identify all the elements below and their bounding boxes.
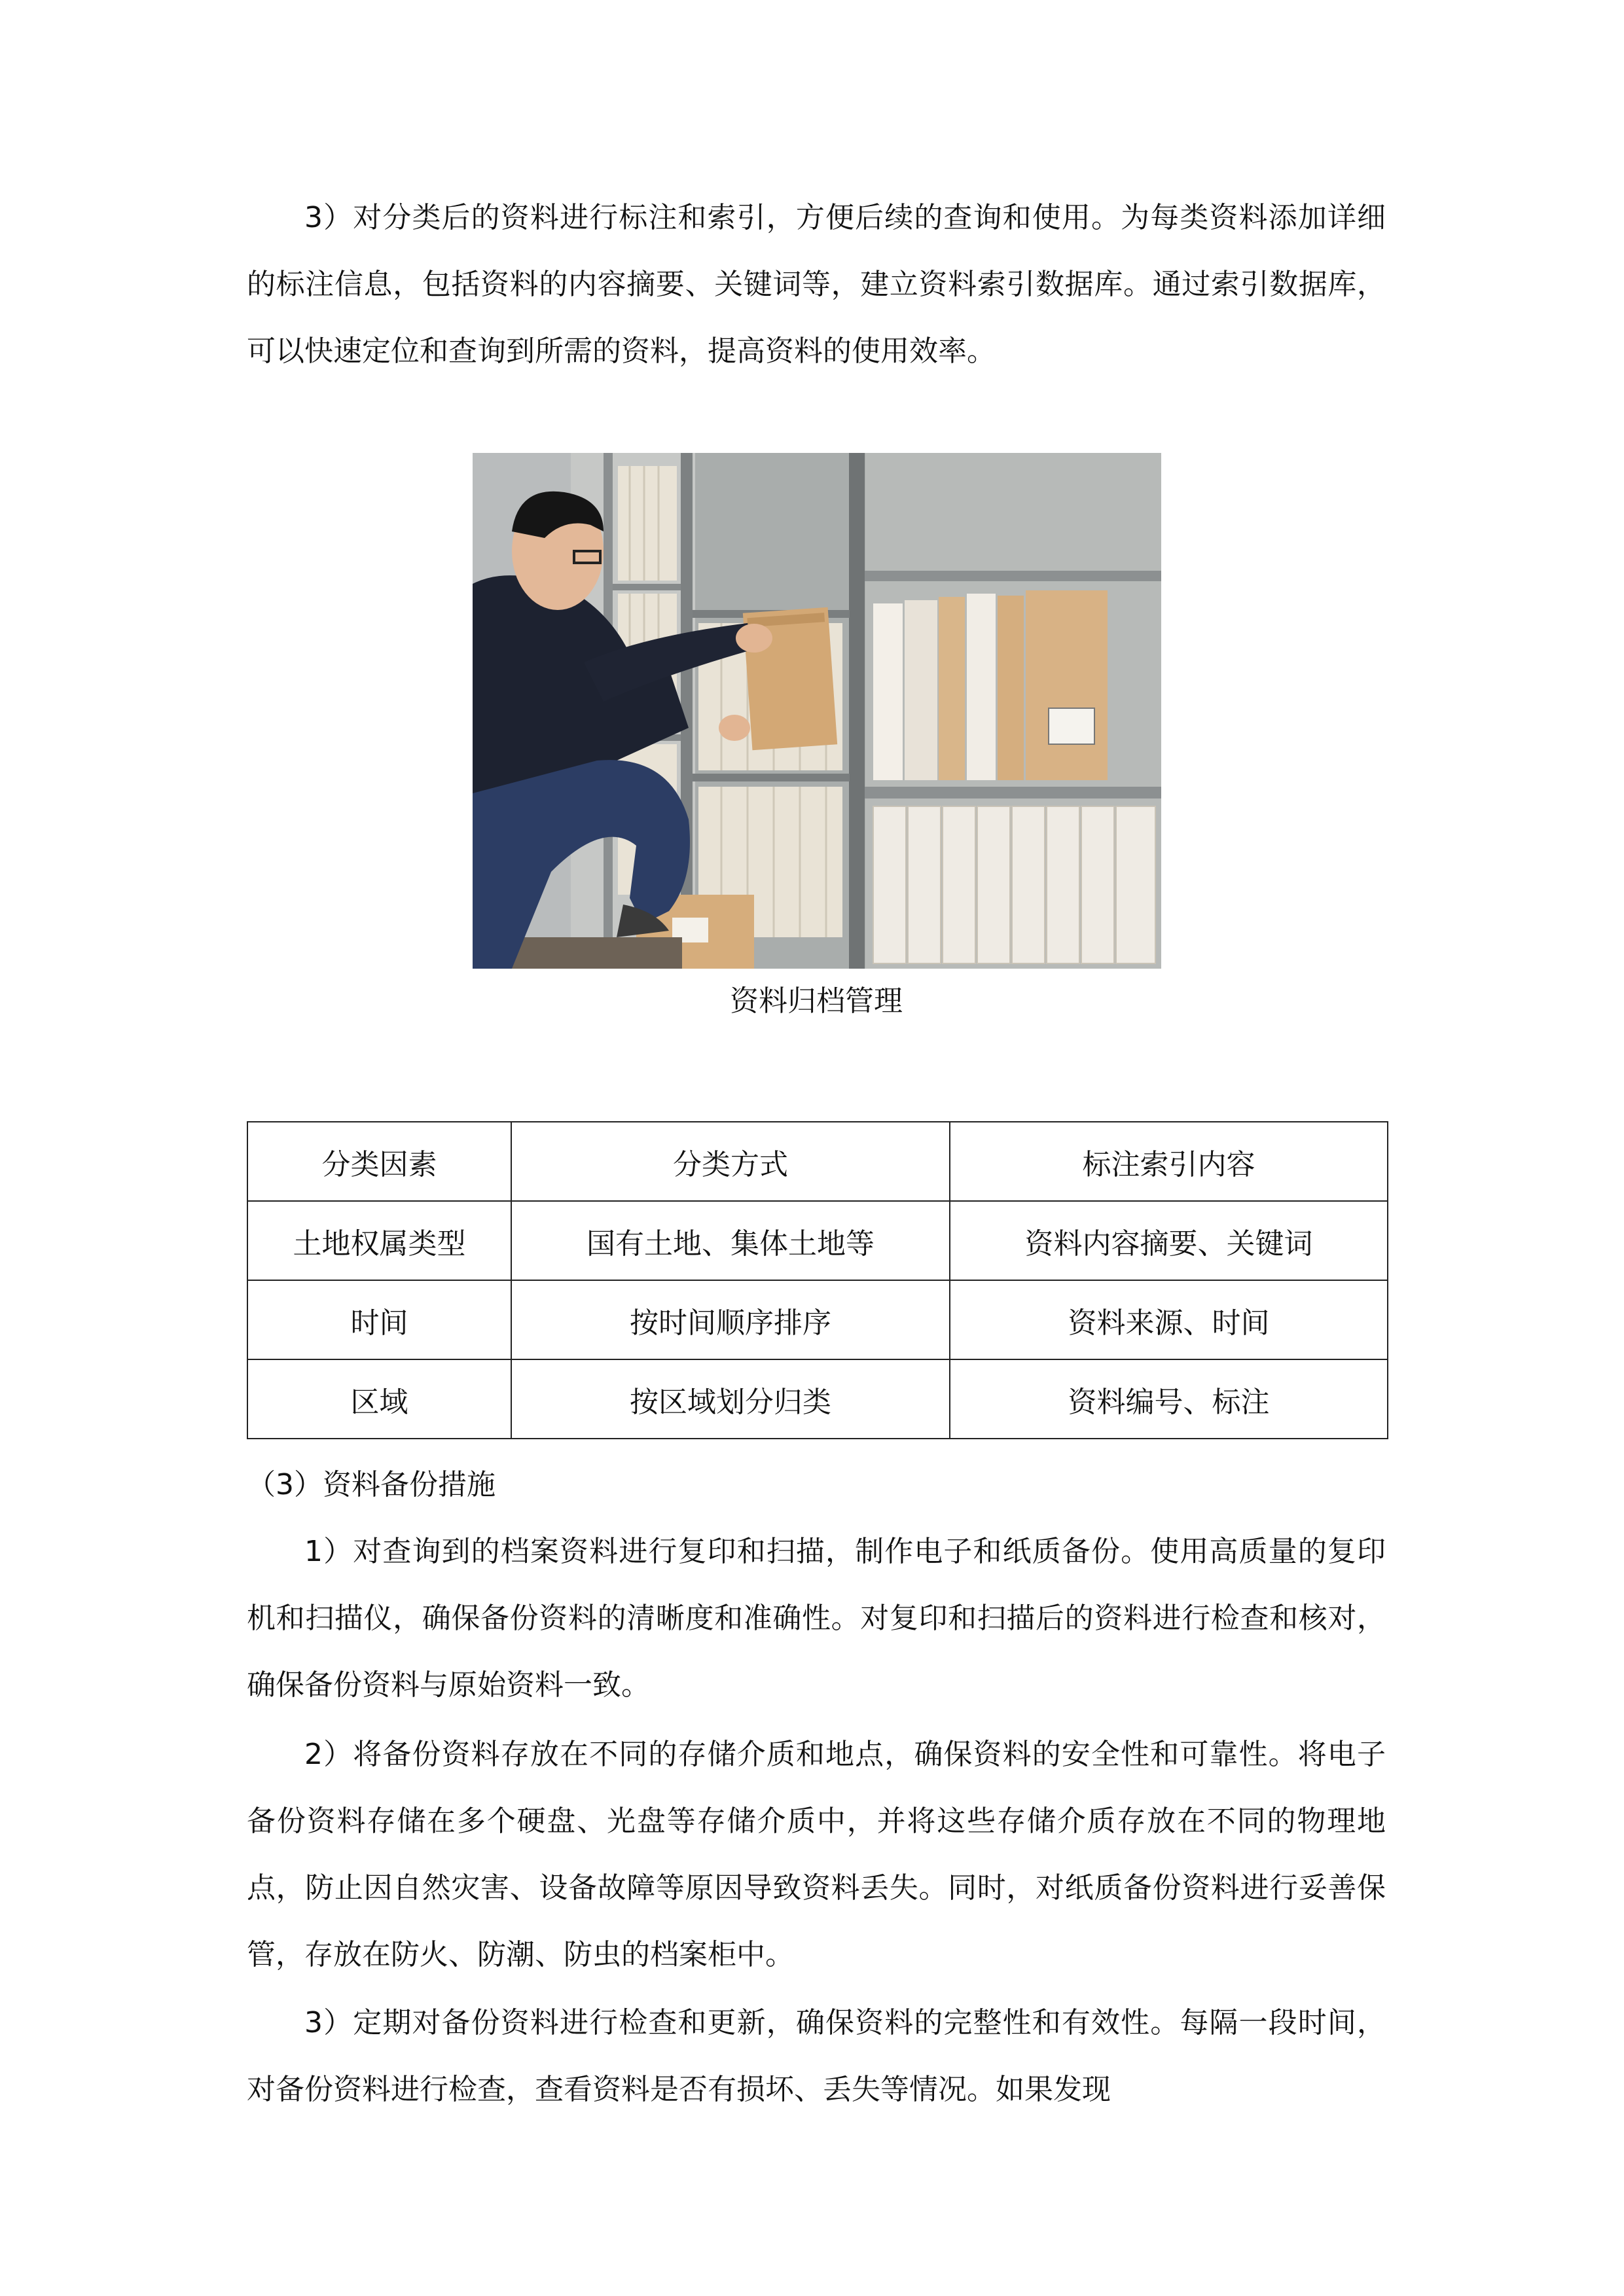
archive-photo bbox=[473, 453, 1161, 969]
table-cell: 资料编号、标注 bbox=[950, 1359, 1388, 1439]
figure-caption: 资料归档管理 bbox=[730, 984, 903, 1018]
table-cell: 资料内容摘要、关键词 bbox=[950, 1201, 1388, 1280]
paragraph-indexing: 3）对分类后的资料进行标注和索引，方便后续的查询和使用。为每类资料添加详细的标注信息，包括资料的内容摘要、关键词等，建立资料索引数据库。通过索引数据库，可以快速定位和查询到所需的资料，提高资料的使用效率。 bbox=[247, 201, 1386, 368]
table-row bbox=[247, 1280, 1388, 1359]
paragraph-backup-storage: 2）将备份资料存放在不同的存储介质和地点，确保资料的安全性和可靠性。将电子备份资料存储在多个硬盘、光盘等存储介质中，并将这些存储介质存放在不同的物理地点，防止因自然灾害、设备故障等原因导致资料丢失。同时，对纸质备份资料进行妥善保管，存放在防火、防潮、防虫的档案柜中。 bbox=[247, 1738, 1386, 1971]
table-header-row bbox=[247, 1122, 1388, 1201]
paragraph-backup-check: 3）定期对备份资料进行检查和更新，确保资料的完整性和有效性。每隔一段时间，对备份资料进行检查，查看资料是否有损坏、丢失等情况。如果发现 bbox=[247, 2006, 1386, 2106]
table-row bbox=[247, 1359, 1388, 1439]
classification-table bbox=[247, 1121, 1388, 1439]
paragraph-backup-copy: 1）对查询到的档案资料进行复印和扫描，制作电子和纸质备份。使用高质量的复印机和扫描仪，确保备份资料的清晰度和准确性。对复印和扫描后的资料进行检查和核对，确保备份资料与原始资料一致。 bbox=[247, 1535, 1386, 1702]
table-cell: 土地权属类型 bbox=[247, 1201, 511, 1280]
table-header-cell: 标注索引内容 bbox=[950, 1122, 1388, 1201]
table-header-cell: 分类方式 bbox=[511, 1122, 950, 1201]
table-row bbox=[247, 1201, 1388, 1280]
section-heading-backup: （3）资料备份措施 bbox=[247, 1468, 496, 1501]
table-cell: 资料来源、时间 bbox=[950, 1280, 1388, 1359]
table-cell: 按时间顺序排序 bbox=[511, 1280, 950, 1359]
table-cell: 区域 bbox=[247, 1359, 511, 1439]
table-cell: 按区域划分归类 bbox=[511, 1359, 950, 1439]
table-cell: 时间 bbox=[247, 1280, 511, 1359]
table-header-cell: 分类因素 bbox=[247, 1122, 511, 1201]
table-cell: 国有土地、集体土地等 bbox=[511, 1201, 950, 1280]
